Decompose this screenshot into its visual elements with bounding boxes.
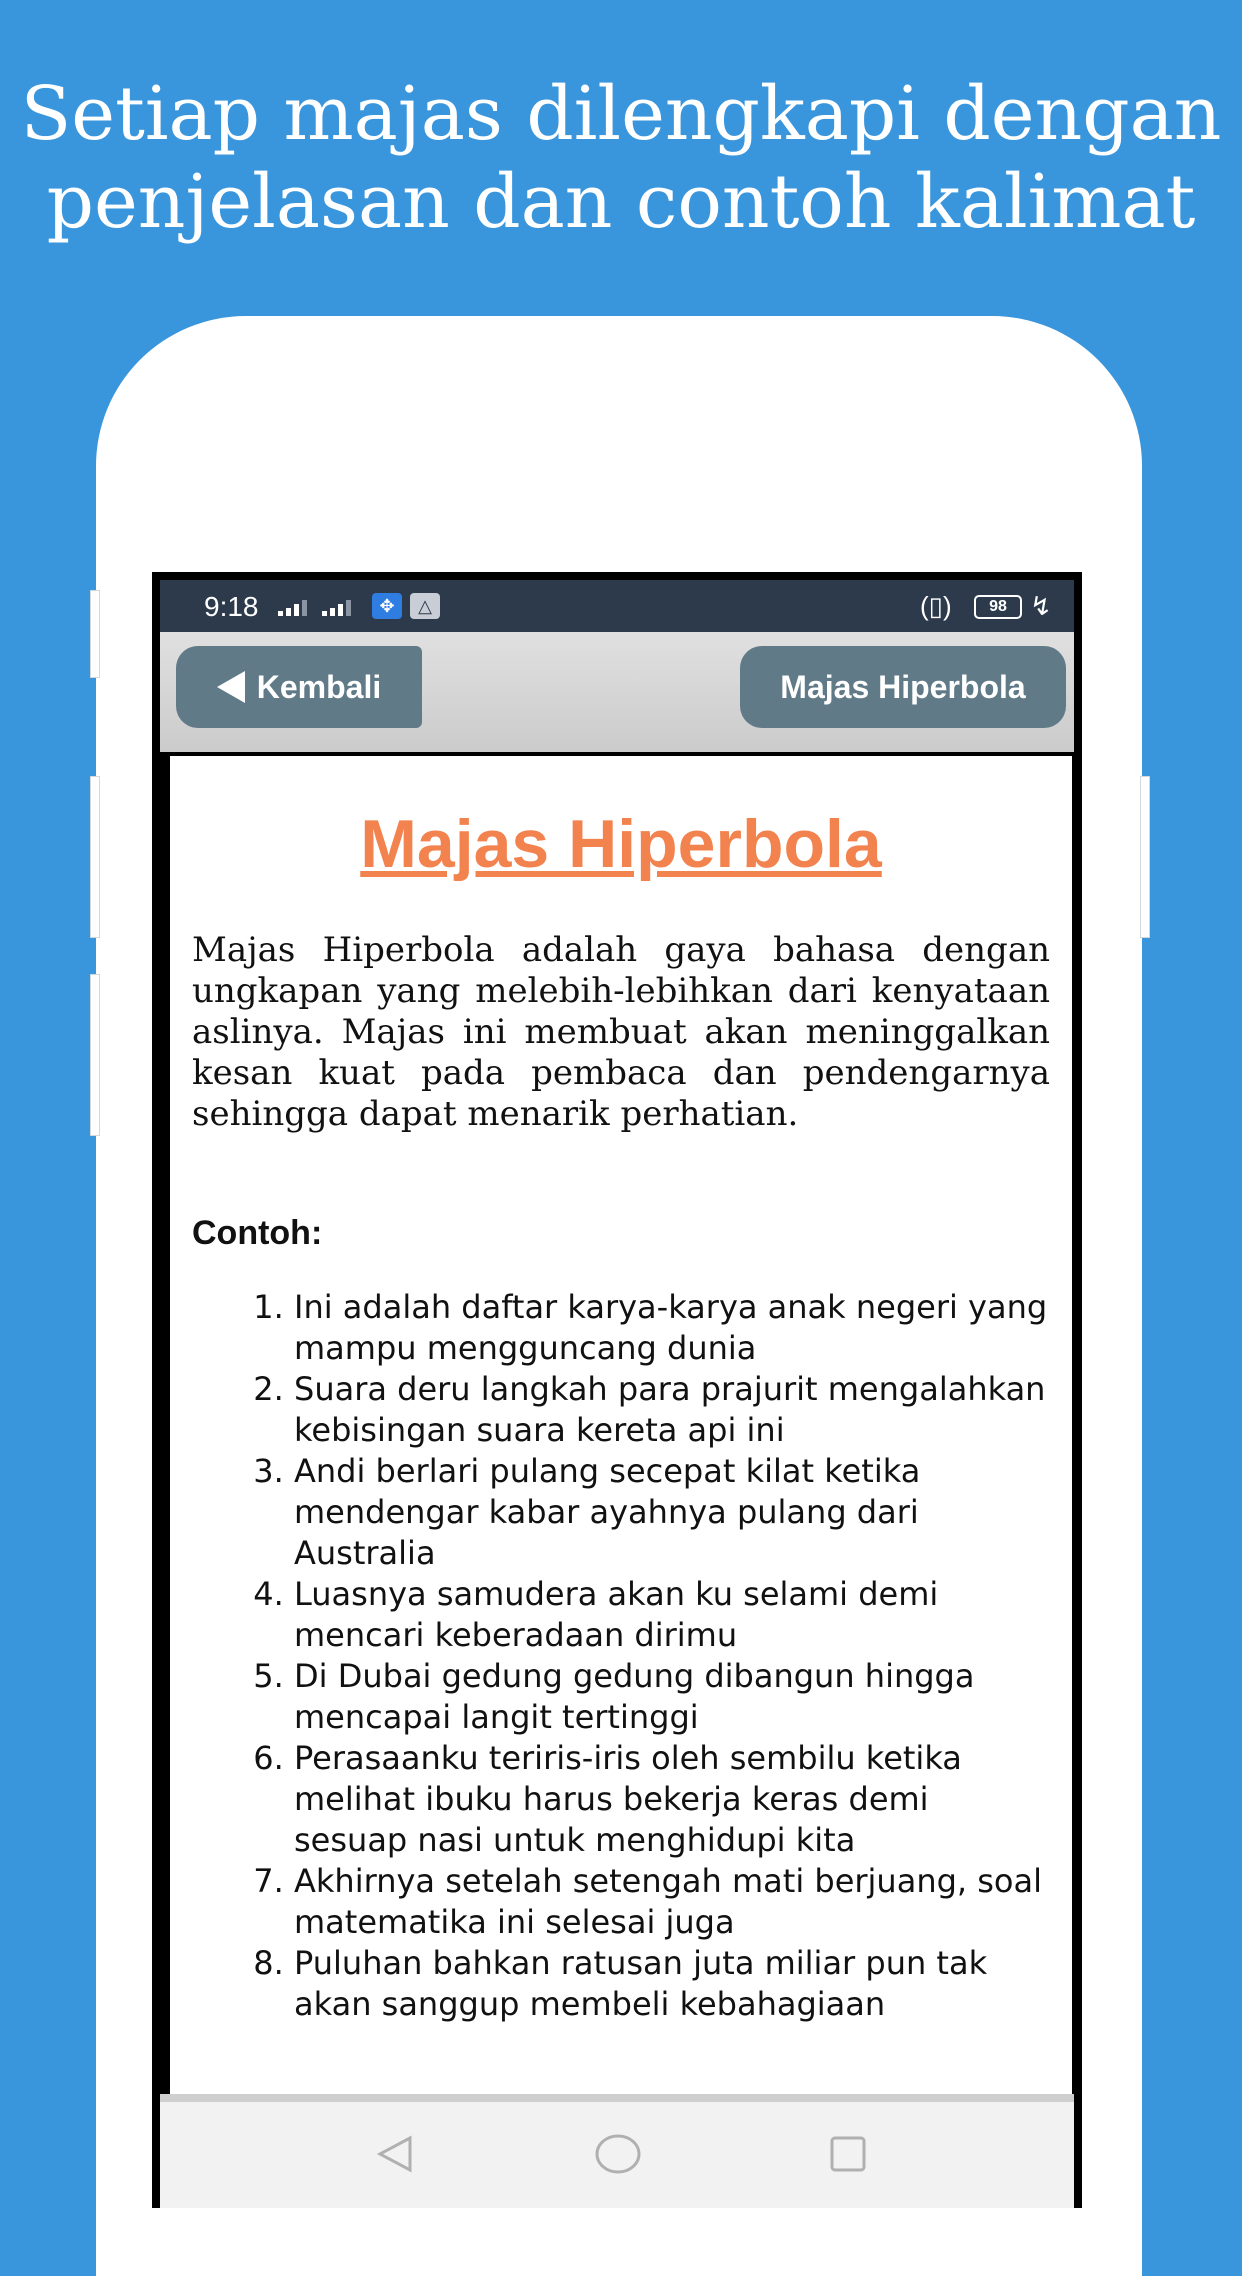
navigation-bar [160, 2102, 1074, 2208]
battery-level: 98 [989, 598, 1007, 615]
recents-nav-icon[interactable] [826, 2132, 870, 2176]
status-bar [160, 580, 1074, 632]
list-item: 1. Ini adalah daftar karya-karya anak negeri yang mampu mengguncang dunia [294, 1287, 1050, 1369]
back-nav-icon[interactable] [372, 2132, 416, 2176]
article-title: Majas Hiperbola [360, 806, 882, 882]
back-button-label: Kembali [256, 668, 382, 705]
promo-headline [0, 70, 1242, 246]
article-description: Majas Hiperbola adalah gaya bahasa dengan ungkapan yang melebih-lebihkan dari kenyataan aslinya. Majas ini membuat akan meninggalkan kesan kuat pada pembaca dan pendengarnya sehingga dapat menarik perhatian. [192, 930, 1050, 1134]
signal-icon [322, 600, 351, 616]
examples-list [192, 1287, 1050, 2025]
list-item: 2. Suara deru langkah para prajurit mengalahkan kebisingan suara kereta api ini [294, 1369, 1050, 1451]
drive-icon: △ [410, 593, 440, 619]
title-button[interactable] [740, 646, 1066, 728]
title-button-label: Majas Hiperbola [780, 668, 1026, 705]
home-nav-icon[interactable] [594, 2132, 642, 2176]
list-item: 6. Perasaanku teriris-iris oleh sembilu ketika melihat ibuku harus bekerja keras demi sesuap nasi untuk menghidupi kita [294, 1738, 1050, 1861]
list-item: 7. Akhirnya setelah setengah mati berjuang, soal matematika ini selesai juga [294, 1861, 1050, 1943]
side-button [90, 776, 100, 938]
promo-line-2: penjelasan dan contoh kalimat [46, 159, 1196, 245]
vibrate-icon: (▯) [920, 591, 952, 621]
list-item: 5. Di Dubai gedung gedung dibangun hingga mencapai langit tertinggi [294, 1656, 1050, 1738]
app-bar [160, 632, 1074, 752]
back-button[interactable] [176, 646, 422, 728]
examples-label: Contoh: [192, 1214, 323, 1252]
signal-icon [278, 600, 307, 616]
charging-icon: ↯ [1030, 591, 1052, 621]
content-bottom-border [160, 2094, 1074, 2102]
status-time: 9:18 [204, 591, 259, 622]
article-content[interactable] [170, 756, 1072, 2094]
phone-screen [152, 572, 1082, 2208]
back-arrow-icon [217, 671, 245, 703]
side-button [1140, 776, 1150, 938]
side-button [90, 590, 100, 678]
side-button [90, 974, 100, 1136]
battery-icon [974, 595, 1022, 619]
list-item: 3. Andi berlari pulang secepat kilat ketika mendengar kabar ayahnya pulang dari Australia [294, 1451, 1050, 1574]
app-notification-icon: ✥ [372, 593, 402, 619]
promo-line-1: Setiap majas dilengkapi dengan [20, 71, 1222, 157]
list-item: 4. Luasnya samudera akan ku selami demi mencari keberadaan dirimu [294, 1574, 1050, 1656]
list-item: 8. Puluhan bahkan ratusan juta miliar pun tak akan sanggup membeli kebahagiaan [294, 1943, 1050, 2025]
